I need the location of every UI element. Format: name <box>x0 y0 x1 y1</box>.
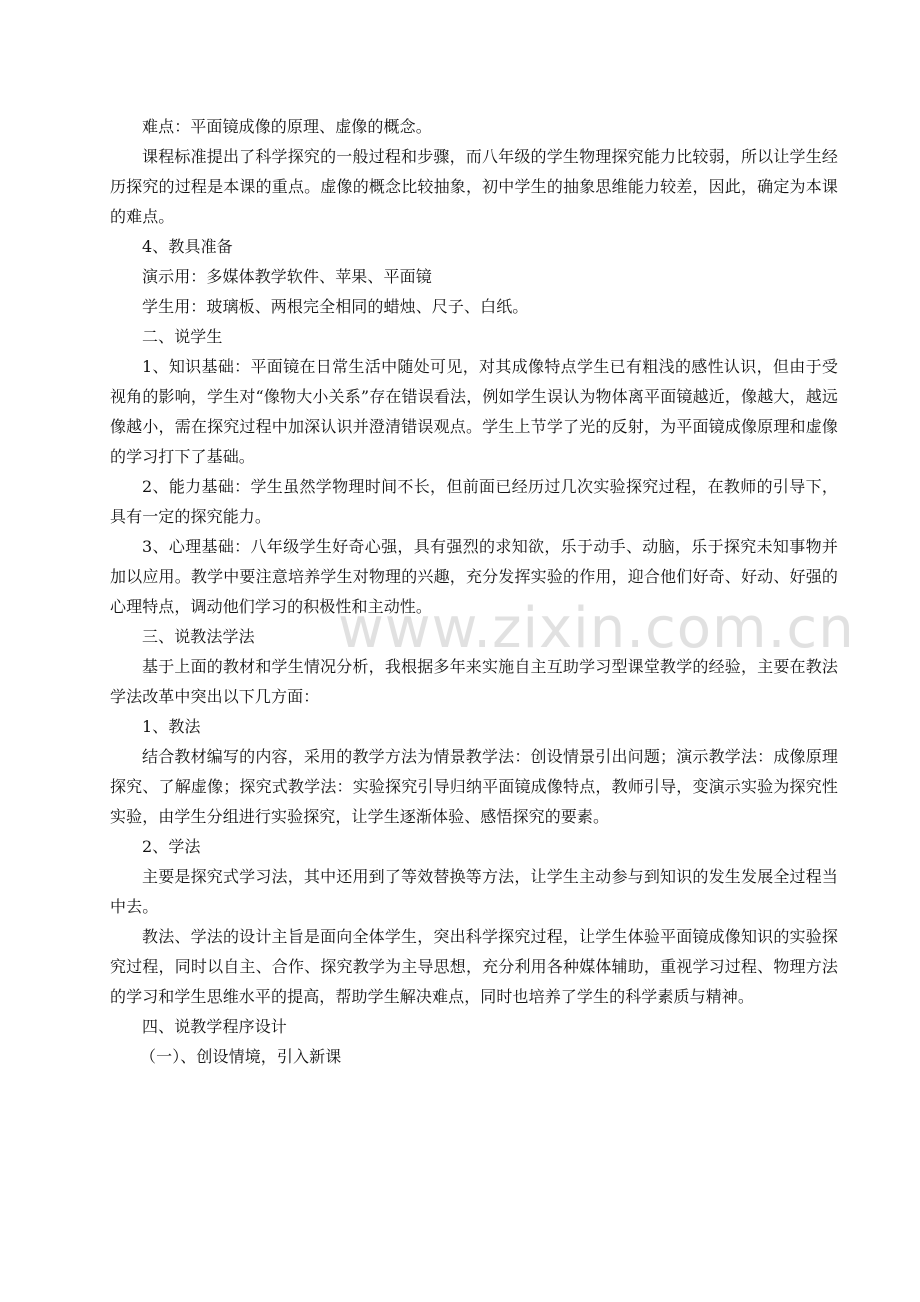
watermark-text: www.zixin.com.cn <box>338 596 855 661</box>
document-body <box>110 112 838 1072</box>
design-purpose-paragraph: 教法、学法的设计主旨是面向全体学生，突出科学探究过程，让学生体验平面镜成像知识的实验探究过程，同时以自主、合作、探究教学为主导思想，充分利用各种媒体辅助，重视学习过程、物理方法的学习和学生思维水平的提高，帮助学生解决难点，同时也培养了学生的科学素质与精神。 <box>110 927 838 1006</box>
methods-intro-paragraph: 基于上面的教材和学生情况分析，我根据多年来实施自主互助学习型课堂教学的经验，主要在教法学法改革中突出以下几方面： <box>110 657 838 706</box>
teaching-aids-heading: 4、教具准备 <box>142 237 233 256</box>
learning-method-paragraph: 主要是探究式学习法，其中还用到了等效替换等方法，让学生主动参与到知识的发生发展全过程当中去。 <box>110 867 838 916</box>
teaching-method-heading: 1、教法 <box>142 717 201 736</box>
learning-method-heading: 2、学法 <box>142 837 201 856</box>
subsection-situation-heading: （一）、创设情境，引入新课 <box>140 1047 342 1066</box>
section-students-heading: 二、说学生 <box>142 327 223 346</box>
section-methods-heading: 三、说教法学法 <box>142 627 255 646</box>
section-procedure-heading: 四、说教学程序设计 <box>142 1017 287 1036</box>
curriculum-standard-paragraph: 课程标准提出了科学探究的一般过程和步骤，而八年级的学生物理探究能力比较弱，所以让学生经历探究的过程是本课的重点。虚像的概念比较抽象，初中学生的抽象思维能力较差，因此，确定为本课的难点。 <box>110 147 838 226</box>
student-aids-paragraph: 学生用：玻璃板、两根完全相同的蜡烛、尺子、白纸。 <box>142 297 529 316</box>
demo-aids-paragraph: 演示用：多媒体教学软件、苹果、平面镜 <box>142 267 432 286</box>
psychology-basis-paragraph: 3、心理基础：八年级学生好奇心强，具有强烈的求知欲，乐于动手、动脑，乐于探究未知事物并加以应用。教学中要注意培养学生对物理的兴趣，充分发挥实验的作用，迎合他们好奇、好动、好强的心理特点，调动他们学习的积极性和主动性。 <box>110 537 838 616</box>
difficulty-paragraph: 难点：平面镜成像的原理、虚像的概念。 <box>142 117 432 136</box>
ability-basis-paragraph: 2、能力基础：学生虽然学物理时间不长，但前面已经历过几次实验探究过程，在教师的引导下，具有一定的探究能力。 <box>110 477 838 526</box>
teaching-method-paragraph: 结合教材编写的内容，采用的教学方法为情景教学法：创设情景引出问题；演示教学法：成像原理探究、了解虚像；探究式教学法：实验探究引导归纳平面镜成像特点，教师引导，变演示实验为探究性实验，由学生分组进行实验探究，让学生逐渐体验、感悟探究的要素。 <box>110 747 838 826</box>
knowledge-basis-paragraph: 1、知识基础：平面镜在日常生活中随处可见，对其成像特点学生已有粗浅的感性认识，但由于受视角的影响，学生对“像物大小关系”存在错误看法，例如学生误认为物体离平面镜越近，像越大，越远像越小，需在探究过程中加深认识并澄清错误观点。学生上节学了光的反射，为平面镜成像原理和虚像的学习打下了基础。 <box>110 357 838 466</box>
